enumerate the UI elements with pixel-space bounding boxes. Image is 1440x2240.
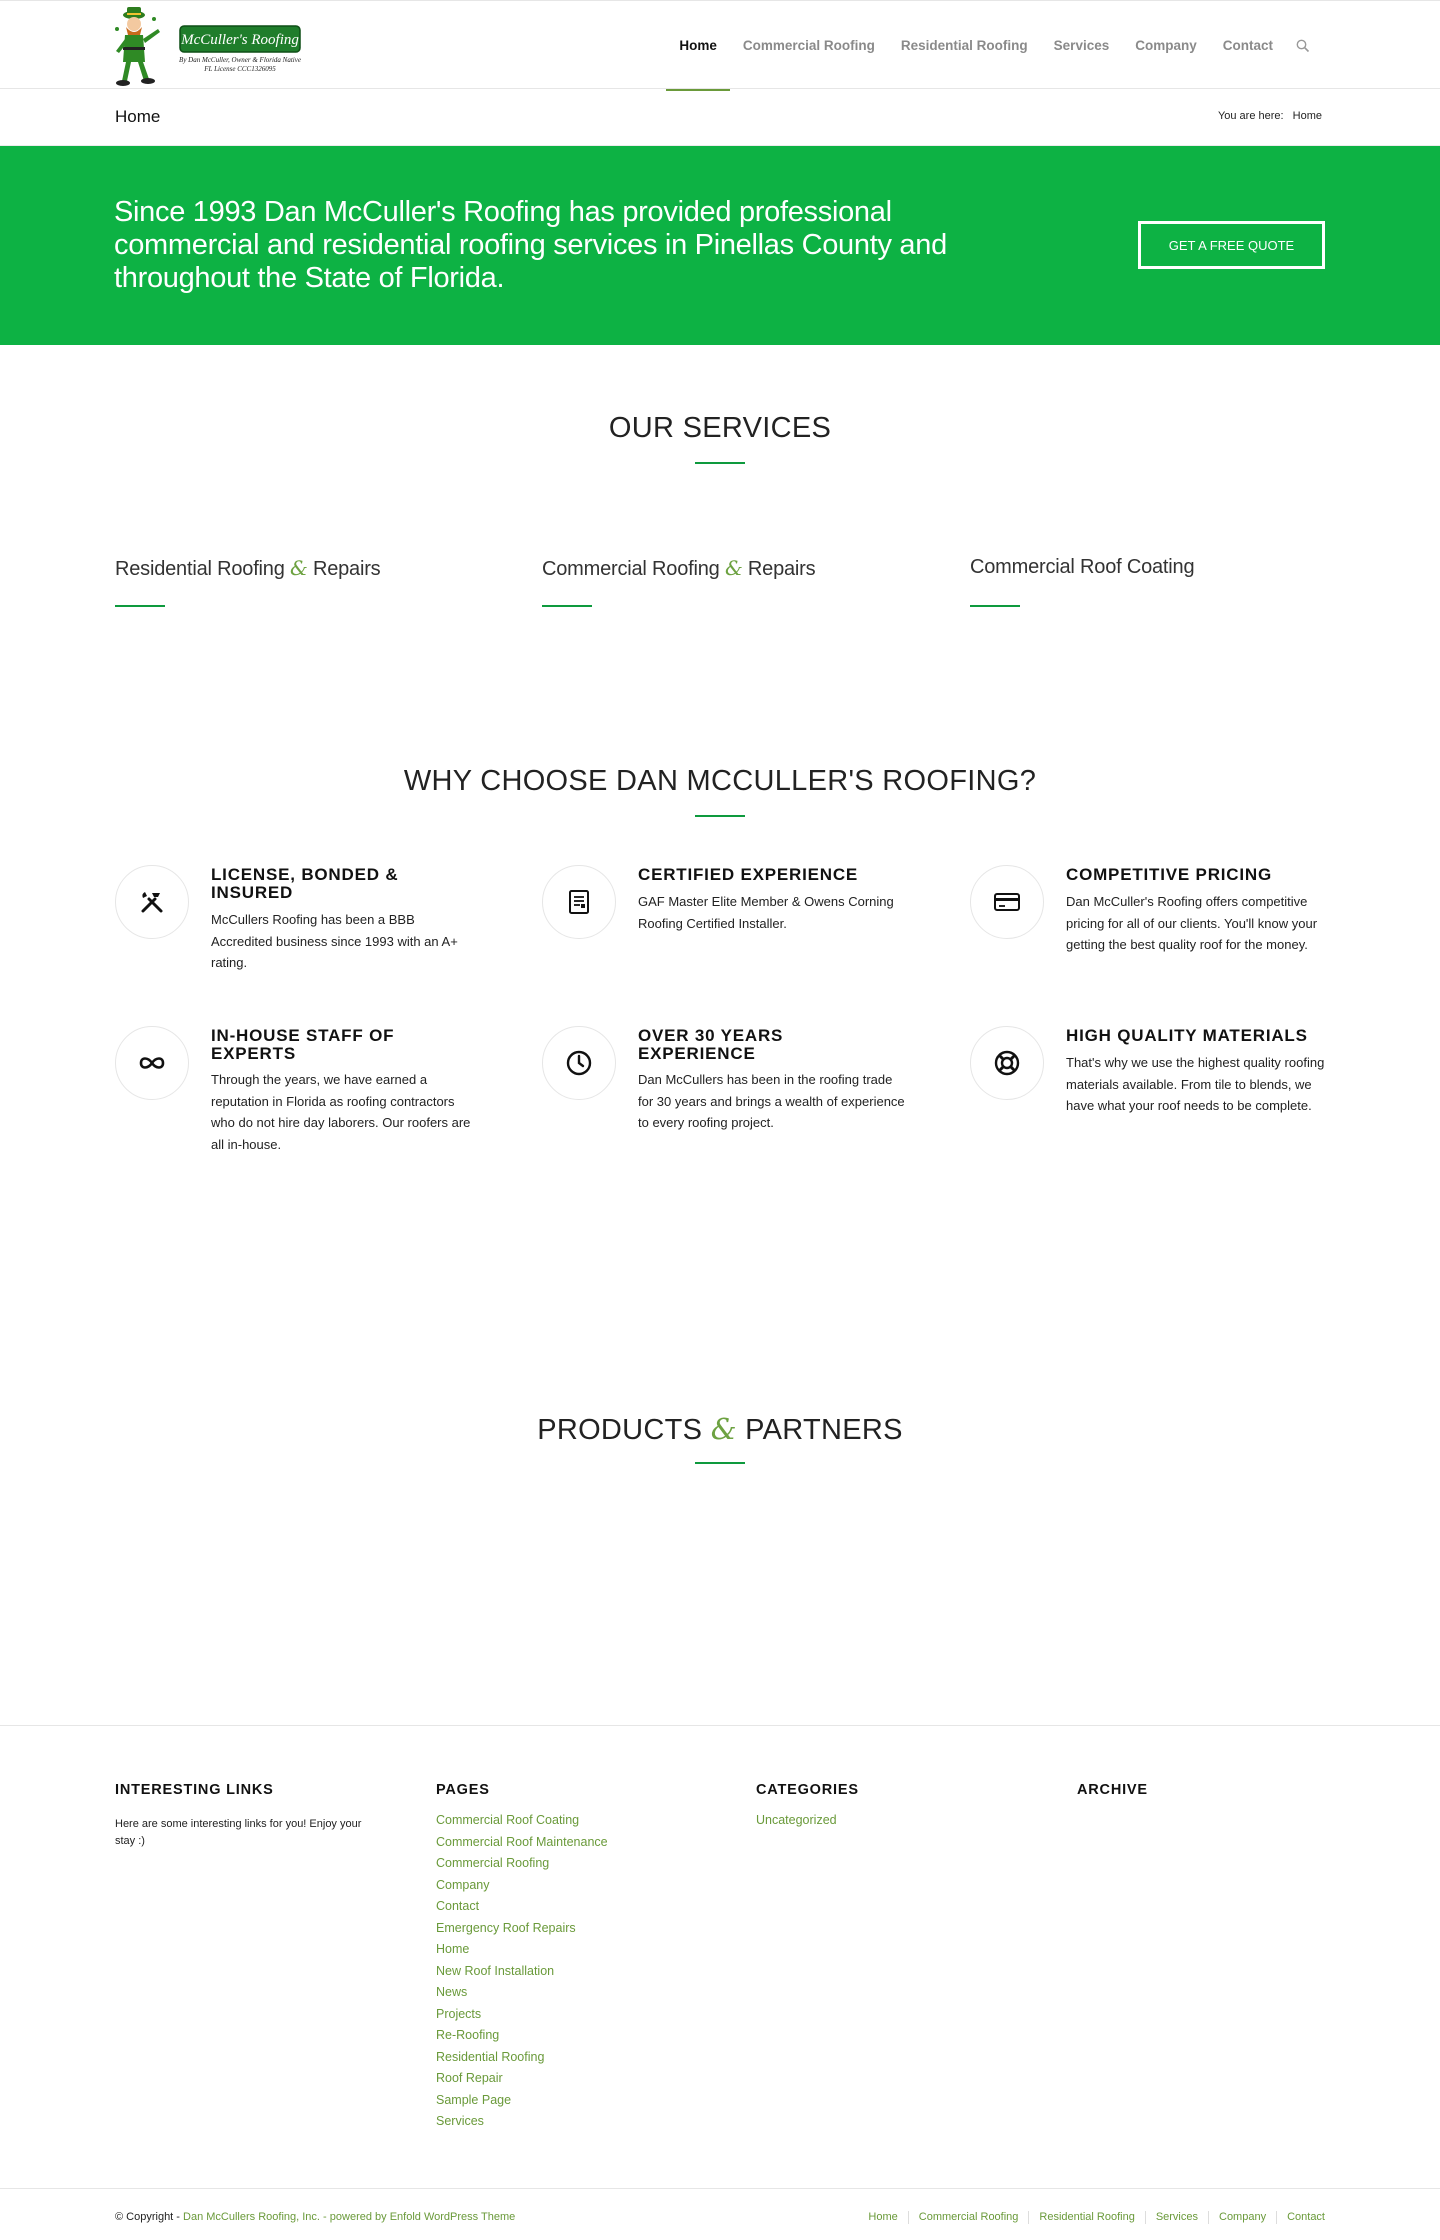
footer-nav-company[interactable]: Company bbox=[1208, 2211, 1276, 2224]
main-nav bbox=[666, 1, 1320, 90]
ampersand: & bbox=[290, 556, 308, 580]
free-quote-button[interactable]: GET A FREE QUOTE bbox=[1138, 221, 1325, 269]
feature-text: Through the years, we have earned a reputation in Florida as roofing contractors who do not hire day laborers. Our roofers are all in-house. bbox=[211, 1072, 471, 1152]
page-link[interactable]: Services bbox=[436, 2114, 484, 2128]
service-commercial-roofing[interactable] bbox=[542, 556, 815, 581]
page-link[interactable]: Commercial Roofing bbox=[436, 1856, 550, 1870]
nav-commercial-roofing[interactable]: Commercial Roofing bbox=[742, 38, 875, 53]
nav-company[interactable]: Company bbox=[1135, 38, 1197, 53]
category-link[interactable]: Uncategorized bbox=[756, 1813, 837, 1827]
feature-text: GAF Master Elite Member & Owens Corning Roofing Certified Installer. bbox=[638, 894, 894, 931]
service-divider bbox=[542, 605, 592, 607]
credit-card-icon bbox=[970, 865, 1044, 939]
footer-nav-commercial-roofing[interactable]: Commercial Roofing bbox=[908, 2211, 1029, 2224]
certificate-icon bbox=[542, 865, 616, 939]
search-icon[interactable] bbox=[1286, 1, 1320, 90]
page-link[interactable]: Company bbox=[436, 1877, 490, 1892]
why-choose-heading: WHY CHOOSE DAN MCCULLER'S ROOFING? bbox=[403, 765, 1037, 797]
footer-nav-services[interactable]: Services bbox=[1145, 2211, 1208, 2224]
breadcrumb bbox=[1212, 110, 1322, 122]
breadcrumb-current[interactable]: Home bbox=[1292, 110, 1322, 122]
socket-bar bbox=[0, 2188, 1440, 2240]
page-link[interactable]: Emergency Roof Repairs bbox=[436, 1920, 576, 1935]
footer-nav-home[interactable]: Home bbox=[868, 2211, 898, 2223]
page-link[interactable]: Sample Page bbox=[436, 2092, 512, 2107]
site-logo[interactable] bbox=[114, 7, 354, 89]
archive-title: ARCHIVE bbox=[1077, 1782, 1148, 1798]
service-label: Commercial Roofing bbox=[542, 558, 720, 580]
service-label: Commercial Roof Coating bbox=[970, 556, 1195, 578]
pages-title: PAGES bbox=[436, 1782, 490, 1798]
service-label-suffix: Repairs bbox=[747, 558, 816, 580]
svg-text:McCuller's Roofing: McCuller's Roofing bbox=[181, 32, 299, 48]
hero-banner bbox=[0, 146, 1440, 345]
lifebuoy-icon bbox=[970, 1026, 1044, 1100]
leprechaun-mascot-icon bbox=[115, 7, 160, 86]
ampersand: & bbox=[710, 1412, 737, 1446]
page-link[interactable]: Commercial Roof Coating bbox=[436, 1813, 580, 1827]
feature-title: LICENSE, BONDED & INSURED bbox=[211, 865, 399, 902]
heading-part: PARTNERS bbox=[745, 1414, 903, 1446]
interesting-links-text: Here are some interesting links for you! Enjoy your stay :) bbox=[115, 1818, 362, 1847]
feature-title: OVER 30 YEARS EXPERIENCE bbox=[638, 1026, 784, 1063]
services-heading: OUR SERVICES bbox=[608, 412, 832, 444]
page-link[interactable]: Residential Roofing bbox=[436, 2049, 545, 2064]
interesting-links-title: INTERESTING LINKS bbox=[115, 1782, 274, 1798]
footer-nav-residential-roofing[interactable]: Residential Roofing bbox=[1028, 2211, 1144, 2224]
footer-widgets bbox=[0, 1725, 1440, 2188]
tools-icon bbox=[115, 865, 189, 939]
page-link[interactable]: Projects bbox=[436, 2006, 482, 2021]
service-divider bbox=[115, 605, 165, 607]
pages-list bbox=[436, 1810, 608, 2133]
nav-home[interactable]: Home bbox=[666, 1, 730, 90]
service-label: Residential Roofing bbox=[115, 558, 285, 580]
feature-text: Dan McCuller's Roofing offers competitive pricing for all of our clients. You'll know your getting the best quality roof for the money. bbox=[1066, 894, 1318, 952]
breadcrumb-prefix: You are here: bbox=[1217, 110, 1284, 122]
feature-title: COMPETITIVE PRICING bbox=[1066, 865, 1272, 884]
products-partners-heading bbox=[0, 1412, 1440, 1447]
nav-residential-roofing[interactable]: Residential Roofing bbox=[900, 38, 1028, 53]
feature-title: IN-HOUSE STAFF OF EXPERTS bbox=[211, 1026, 395, 1063]
footer-nav-contact[interactable]: Contact bbox=[1276, 2211, 1325, 2224]
feature-text: Dan McCullers has been in the roofing trade for 30 years and brings a wealth of experience to every roofing project. bbox=[638, 1072, 905, 1130]
copyright-text: © Copyright - bbox=[115, 2211, 180, 2223]
categories-list bbox=[756, 1810, 837, 1832]
site-header bbox=[0, 0, 1440, 89]
feature-text: That's why we use the highest quality roofing materials available. From tile to blends, we have what your roof needs to be complete. bbox=[1066, 1055, 1325, 1113]
feature-title: HIGH QUALITY MATERIALS bbox=[1066, 1026, 1308, 1045]
nav-contact[interactable]: Contact bbox=[1222, 38, 1273, 53]
powered-by-link[interactable]: - powered by Enfold WordPress Theme bbox=[323, 2211, 516, 2223]
page-link[interactable]: Home bbox=[436, 1942, 470, 1956]
service-commercial-roof-coating[interactable] bbox=[970, 556, 1194, 579]
ampersand: & bbox=[724, 556, 743, 580]
page-link[interactable]: New Roof Installation bbox=[436, 1963, 555, 1978]
feature-title: CERTIFIED EXPERIENCE bbox=[638, 865, 859, 884]
service-label-suffix: Repairs bbox=[312, 558, 381, 580]
page-link[interactable]: Roof Repair bbox=[436, 2071, 503, 2085]
why-heading-divider bbox=[695, 815, 745, 817]
page-link[interactable]: Re-Roofing bbox=[436, 2028, 500, 2042]
categories-title: CATEGORIES bbox=[756, 1782, 859, 1798]
title-bar bbox=[0, 90, 1440, 146]
products-heading-divider bbox=[695, 1462, 745, 1464]
page-link[interactable]: Commercial Roof Maintenance bbox=[436, 1834, 608, 1849]
feature-text: McCullers Roofing has been a BBB Accredited business since 1993 with an A+ rating. bbox=[211, 912, 458, 970]
footer-nav bbox=[858, 2211, 1325, 2224]
page-title: Home bbox=[115, 107, 161, 126]
page-link[interactable]: News bbox=[436, 1985, 468, 1999]
service-divider bbox=[970, 605, 1020, 607]
svg-text:By Dan McCuller, Owner & Flori: By Dan McCuller, Owner & Florida Native bbox=[179, 56, 301, 64]
svg-text:FL License CCC1326095: FL License CCC1326095 bbox=[204, 65, 276, 73]
services-heading-divider bbox=[695, 462, 745, 464]
nav-services[interactable]: Services bbox=[1053, 38, 1110, 53]
clock-icon bbox=[542, 1026, 616, 1100]
copyright bbox=[115, 2211, 515, 2223]
infinity-icon bbox=[115, 1026, 189, 1100]
company-link[interactable]: Dan McCullers Roofing, Inc. bbox=[183, 2211, 320, 2223]
heading-part: PRODUCTS bbox=[537, 1414, 703, 1446]
page-link[interactable]: Contact bbox=[436, 1899, 480, 1913]
service-residential-roofing[interactable] bbox=[115, 556, 381, 581]
hero-text: Since 1993 Dan McCuller's Roofing has provided professional commercial and residential roofing services in Pinellas County and throughout the State of Florida. bbox=[114, 196, 947, 294]
